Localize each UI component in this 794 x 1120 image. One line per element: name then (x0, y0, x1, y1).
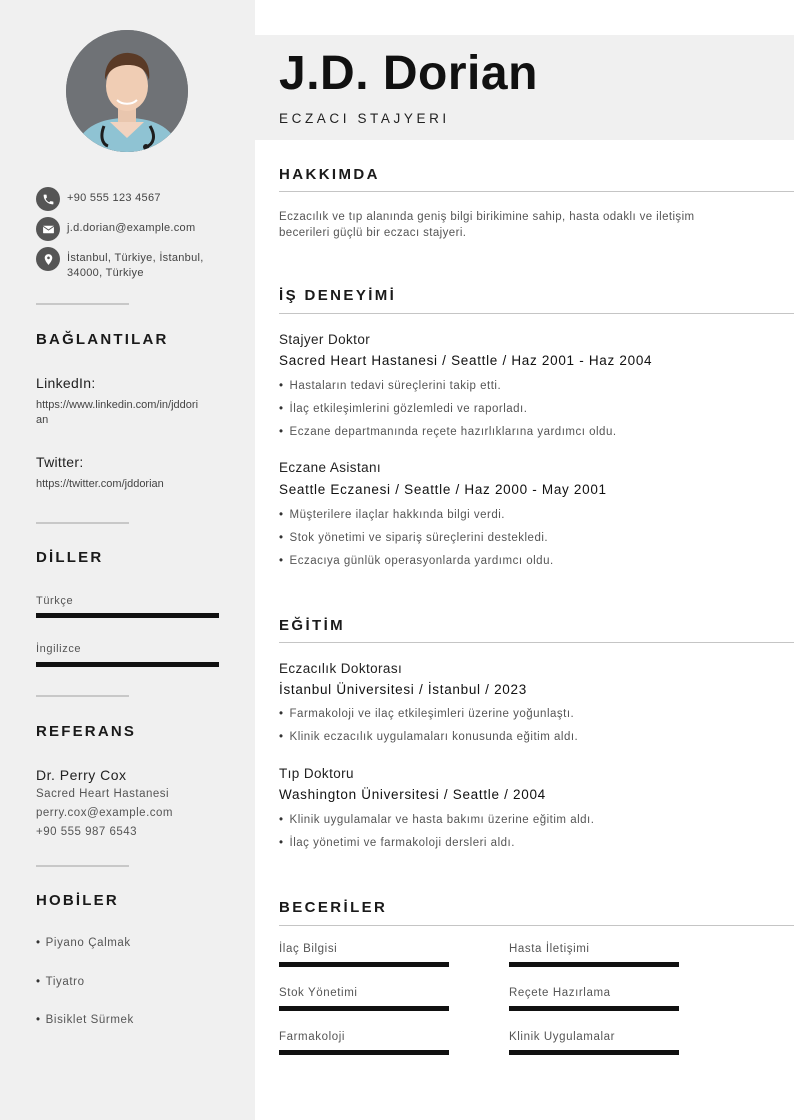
hobby-item: • Piyano Çalmak (36, 937, 131, 949)
references-heading: REFERANS (36, 723, 137, 740)
language-level-bar (36, 613, 219, 618)
reference-name: Dr. Perry Cox (36, 767, 127, 783)
job-bullet: • Eczane departmanında reçete hazırlıklarına yardımcı oldu. (279, 426, 617, 438)
section-divider (279, 642, 794, 643)
linkedin-label: LinkedIn: (36, 375, 96, 391)
profile-photo (66, 30, 188, 152)
twitter-label: Twitter: (36, 454, 84, 470)
about-text (279, 210, 759, 241)
job-bullet: • Stok yönetimi ve sipariş süreçlerini destekledi. (279, 532, 549, 544)
sidebar-divider (36, 522, 129, 524)
address-line-1: İstanbul, Türkiye, İstanbul, (67, 252, 204, 264)
header (255, 35, 794, 140)
job-bullet: • Müşterilere ilaçlar hakkında bilgi verdi. (279, 509, 505, 521)
contact-phone (36, 187, 227, 211)
job-bullet: • Eczacıya günlük operasyonlarda yardımcı oldu. (279, 555, 554, 567)
skill-label: Hasta İletişimi (509, 943, 590, 955)
sidebar-divider (36, 865, 129, 867)
linkedin-url-line-2: an (36, 414, 49, 426)
language-level-bar (36, 662, 219, 667)
reference-phone: +90 555 987 6543 (36, 826, 138, 838)
education-bullet: • Klinik uygulamalar ve hasta bakımı üzerine eğitim aldı. (279, 814, 595, 826)
phone-text: +90 555 123 4567 (67, 192, 161, 204)
job-bullet: • Hastaların tedavi süreçlerini takip etti. (279, 380, 502, 392)
sidebar-divider (36, 303, 129, 305)
job-role: Eczane Asistanı (279, 460, 382, 475)
skill-label: İlaç Bilgisi (279, 943, 338, 955)
map-pin-icon (36, 247, 60, 271)
linkedin-link[interactable] (36, 398, 226, 428)
contact-email (36, 217, 227, 241)
linkedin-url-line-1: https://www.linkedin.com/in/jddori (36, 399, 199, 411)
skill-label: Klinik Uygulamalar (509, 1031, 616, 1043)
sidebar-divider (36, 695, 129, 697)
education-bullet: • Farmakoloji ve ilaç etkileşimleri üzerine yoğunlaştı. (279, 708, 575, 720)
language-label: İngilizce (36, 643, 82, 655)
reference-company: Sacred Heart Hastanesi (36, 788, 170, 800)
education-degree: Tıp Doktoru (279, 766, 354, 781)
hobbies-heading: HOBİLER (36, 892, 119, 909)
skill-level-bar (509, 1050, 679, 1055)
job-role: Stajyer Doktor (279, 332, 371, 347)
education-org: Washington Üniversitesi / Seattle / 2004 (279, 787, 546, 802)
section-divider (279, 313, 794, 314)
reference-email: perry.cox@example.com (36, 807, 173, 819)
envelope-icon (36, 217, 60, 241)
skill-level-bar (509, 1006, 679, 1011)
education-bullet: • Klinik eczacılık uygulamaları konusunda eğitim aldı. (279, 731, 579, 743)
skill-label: Reçete Hazırlama (509, 987, 611, 999)
about-line: Eczacılık ve tıp alanında geniş bilgi birikimine sahip, hasta odaklı ve iletişim (279, 211, 695, 223)
section-divider (279, 925, 794, 926)
skills-heading: BECERİLER (279, 899, 388, 916)
skill-level-bar (279, 1006, 449, 1011)
skill-label: Farmakoloji (279, 1031, 346, 1043)
education-degree: Eczacılık Doktorası (279, 661, 403, 676)
skill-level-bar (509, 962, 679, 967)
skill-level-bar (279, 1050, 449, 1055)
job-bullet: • İlaç etkileşimlerini gözlemledi ve raporladı. (279, 403, 528, 415)
sidebar (0, 0, 255, 1120)
education-heading: EĞİTİM (279, 617, 346, 634)
languages-heading: DİLLER (36, 549, 104, 566)
about-heading: HAKKIMDA (279, 166, 380, 183)
address-line-2: 34000, Türkiye (67, 267, 144, 279)
experience-heading: İŞ DENEYİMİ (279, 287, 397, 304)
twitter-link[interactable]: https://twitter.com/jddorian (36, 478, 164, 490)
main-content (255, 0, 794, 1120)
section-divider (279, 191, 794, 192)
skill-level-bar (279, 962, 449, 967)
about-line: becerileri güçlü bir eczacı stajyeri. (279, 226, 467, 239)
education-org: İstanbul Üniversitesi / İstanbul / 2023 (279, 682, 527, 697)
candidate-name: J.D. Dorian (279, 47, 538, 100)
education-bullet: • İlaç yönetimi ve farmakoloji dersleri aldı. (279, 837, 515, 849)
contact-address (36, 247, 227, 281)
hobby-item: • Tiyatro (36, 976, 85, 988)
address-text (67, 247, 227, 281)
job-org: Seattle Eczanesi / Seattle / Haz 2000 - May 2001 (279, 482, 607, 497)
links-heading: BAĞLANTILAR (36, 331, 169, 348)
skill-label: Stok Yönetimi (279, 987, 358, 999)
phone-icon (36, 187, 60, 211)
hobby-item: • Bisiklet Sürmek (36, 1014, 134, 1026)
candidate-title: ECZACI STAJYERI (279, 111, 450, 126)
job-org: Sacred Heart Hastanesi / Seattle / Haz 2001 - Haz 2004 (279, 353, 653, 368)
email-text: j.d.dorian@example.com (67, 222, 196, 234)
language-label: Türkçe (36, 595, 74, 607)
